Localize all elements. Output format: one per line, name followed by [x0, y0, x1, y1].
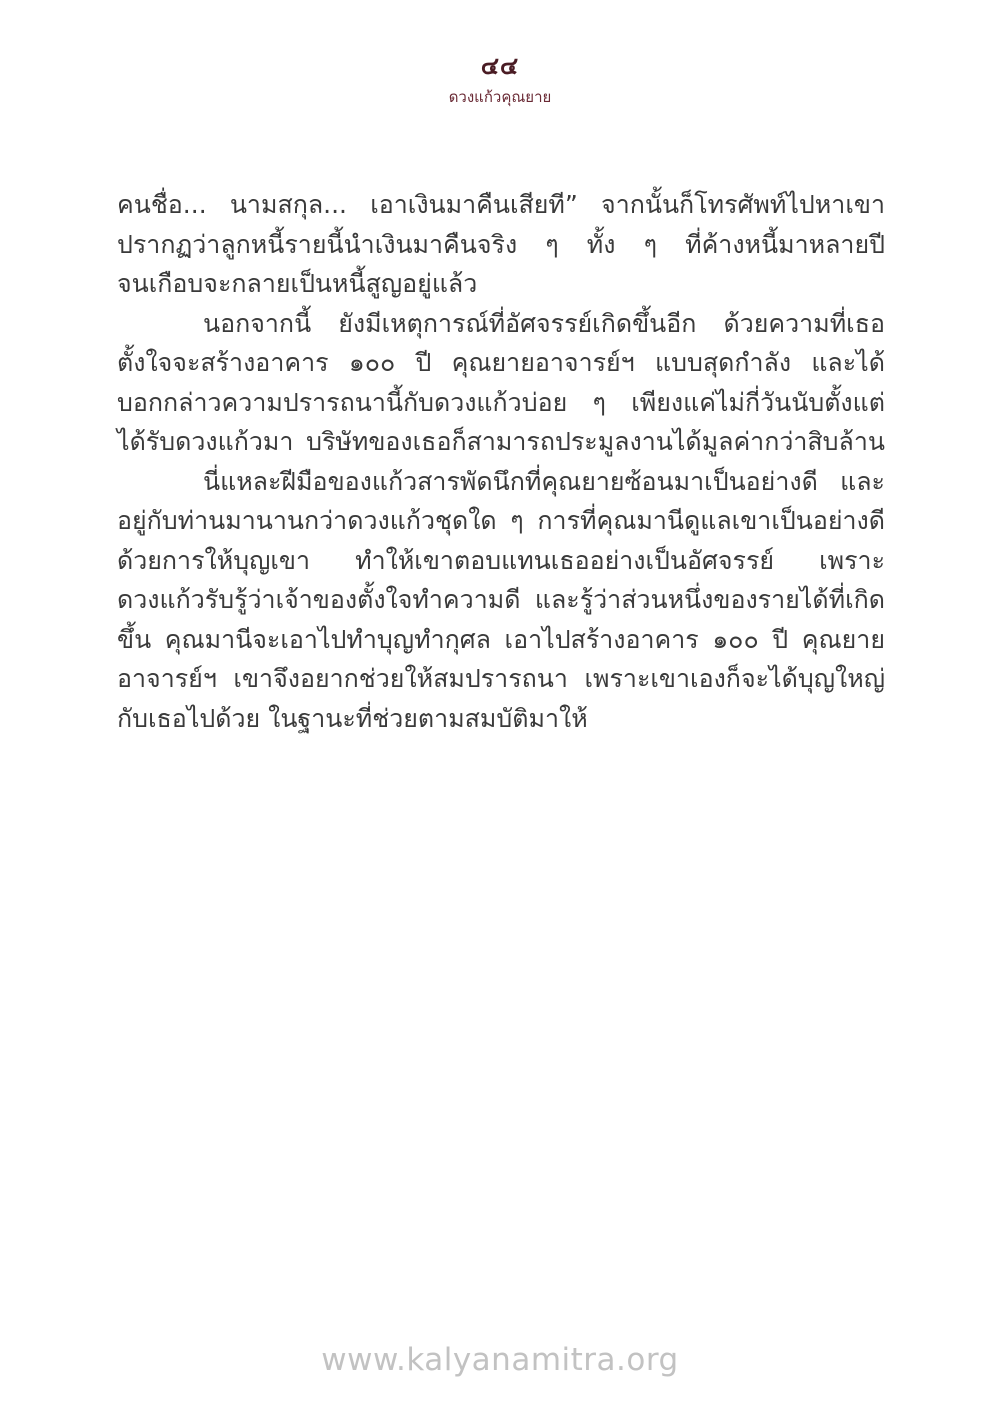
page-number: ๔๔ [480, 51, 520, 80]
text-line: ดวงแก้วรับรู้ว่าเจ้าของตั้งใจทำความดี และรู้ว่าส่วนหนึ่งของรายได้ที่เกิด [117, 585, 885, 614]
text-line: ขึ้น คุณมานีจะเอาไปทำบุญทำกุศล เอาไปสร้างอาคาร ๑๐๐ ปี คุณยาย [117, 624, 885, 654]
text-line: อาจารย์ฯ เขาจึงอยากช่วยให้สมปรารถนา เพราะเขาเองก็จะได้บุญใหญ่ [117, 664, 885, 693]
footer-url: www.kalyanamitra.org [321, 1342, 679, 1378]
text-line: ปรากฏว่าลูกหนี้รายนี้นำเงินมาคืนจริง ๆ ทั้ง ๆ ที่ค้างหนี้มาหลายปี [117, 229, 885, 259]
body-text [117, 185, 885, 738]
text-line: กับเธอไปด้วย ในฐานะที่ช่วยตามสมบัติมาให้ [117, 703, 588, 733]
text-line: คนชื่อ... นามสกุล... เอาเงินมาคืนเสียที” จากนั้นก็โทรศัพท์ไปหาเขา [117, 190, 885, 219]
text-line: ตั้งใจจะสร้างอาคาร ๑๐๐ ปี คุณยายอาจารย์ฯ แบบสุดกำลัง และได้ [117, 348, 885, 377]
text-line: อยู่กับท่านมานานกว่าดวงแก้วชุดใด ๆ การที่คุณมานีดูแลเขาเป็นอย่างดี [117, 506, 885, 535]
text-line: ได้รับดวงแก้วมา บริษัทของเธอก็สามารถประมูลงานได้มูลค่ากว่าสิบล้าน [117, 427, 885, 456]
text-line: นอกจากนี้ ยังมีเหตุการณ์ที่อัศจรรย์เกิดขึ้นอีก ด้วยความที่เธอ [203, 308, 885, 338]
text-line: ด้วยการให้บุญเขา ทำให้เขาตอบแทนเธออย่างเป็นอัศจรรย์ เพราะ [117, 545, 885, 575]
text-line: จนเกือบจะกลายเป็นหนี้สูญอยู่แล้ว [117, 269, 478, 298]
text-line: นี่แหละฝีมือของแก้วสารพัดนึกที่คุณยายซ้อนมาเป็นอย่างดี และ [203, 466, 885, 496]
running-title: ดวงแก้วคุณยาย [448, 88, 552, 106]
page-header [0, 52, 1000, 108]
text-line: บอกกล่าวความปรารถนานี้กับดวงแก้วบ่อย ๆ เพียงแค่ไม่กี่วันนับตั้งแต่ [117, 387, 885, 417]
